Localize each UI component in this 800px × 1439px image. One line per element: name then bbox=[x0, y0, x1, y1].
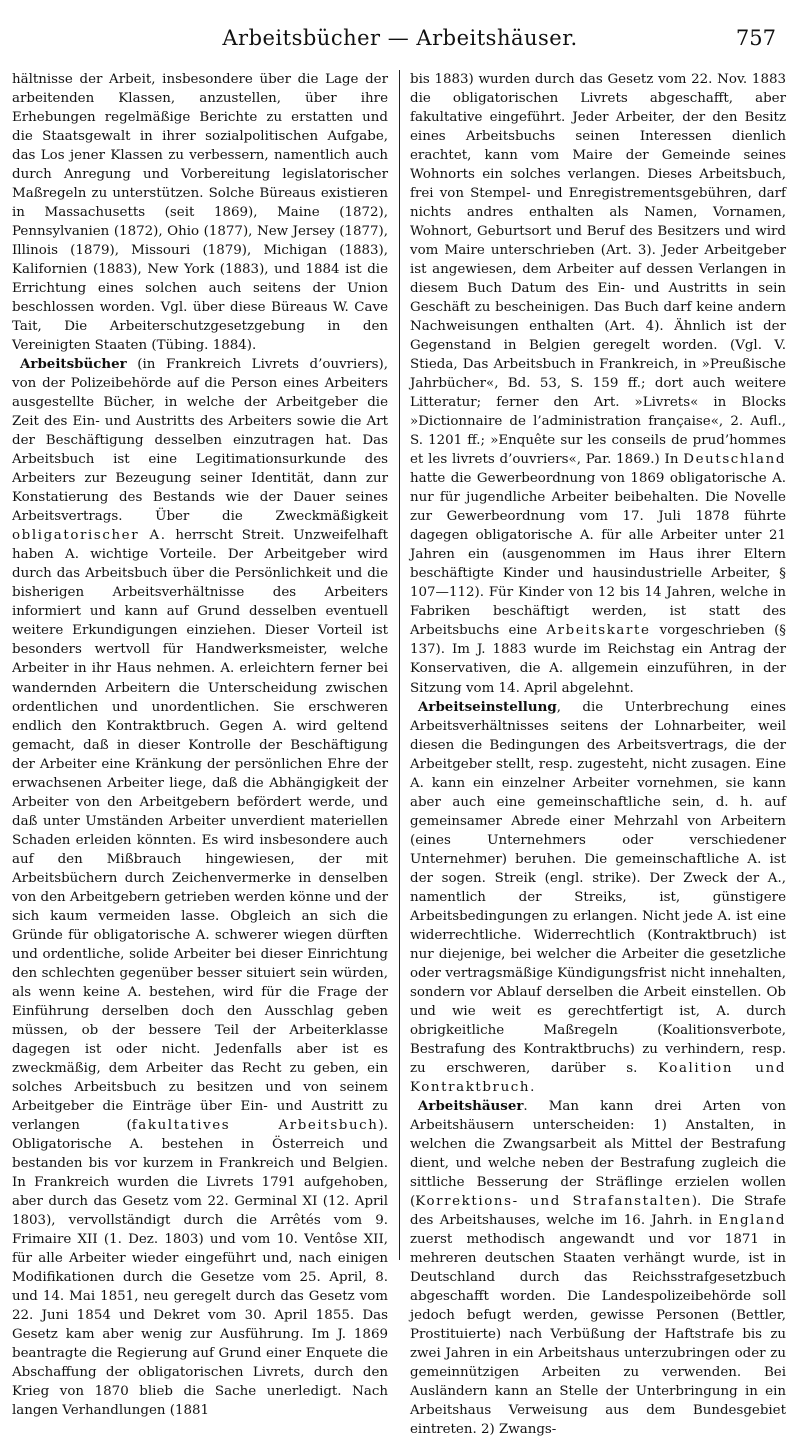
page-number: 757 bbox=[735, 26, 776, 50]
entry-term-arbeitshaeuser: Arbeitshäuser bbox=[418, 1097, 524, 1114]
entry-arbeitshaeuser: Arbeitshäuser. Man kann drei Arten von Arbeitshäusern unterscheiden: 1) Anstalten, in welchen die Zwangsarbeit als Mittel der Bestrafung dient, und welche neben der Bestrafung zugleich die sittliche Besserung der Sträflinge erzielen wollen (Korrektions- und Strafanstalten). Die Strafe des Arbeitshauses, welche im 16. Jahrh. in England zuerst methodisch angewandt und vor 1871 in mehreren deutschen Staaten verhängt wurde, ist in Deutschland durch das Reichsstrafgesetzbuch abgeschafft worden. Die Landespolizeibehörde soll jedoch befugt werden, gewisse Personen (Bettler, Prostituierte) nach Verbüßung der Haftstrafe bis zu zwei Jahren in ein Arbeitshaus unterzubringen oder zu gemeinnützigen Arbeiten zu verwenden. Bei Ausländern kann an Stelle der Unterbringung in ein Arbeitshaus Verweisung aus dem Bundesgebiet eintreten. 2) Zwangs- bbox=[410, 1097, 786, 1438]
cross-reference: Koalition und Kontraktbruch bbox=[410, 1060, 786, 1095]
column-divider bbox=[399, 70, 400, 1260]
spaced-emphasis: England bbox=[718, 1212, 786, 1228]
running-title: Arbeitsbücher — Arbeitshäuser. bbox=[222, 26, 578, 50]
right-column bbox=[410, 70, 786, 1438]
spaced-emphasis: fakultatives Arbeitsbuch bbox=[131, 1117, 379, 1133]
entry-arbeitseinstellung: Arbeitseinstellung, die Unterbrechung eines Arbeitsverhältnisses seitens der Lohnarbeiter, weil diesen die Bedingungen des Arbeitsvertrags, die der Arbeitgeber stellt, resp. zugesteht, nicht zusagen. Eine A. kann ein einzelner Arbeiter vornehmen, sie kann aber auch eine gemeinschaftliche sein, d. h. auf gemeinsamer Abrede einer Mehrzahl von Arbeitern (eines Unternehmers oder verschiedener Unternehmer) beruhen. Die gemeinschaftliche A. ist der sogen. Streik (engl. strike). Der Zweck der A., namentlich der Streiks, ist, günstigere Arbeitsbedingungen zu erlangen. Nicht jede A. ist eine widerrechtliche. Widerrechtlich (Kontraktbruch) ist nur diejenige, bei welcher die Arbeiter die gesetzliche oder vertragsmäßige Kündigungsfrist nicht innehalten, sondern vor Ablauf derselben die Arbeit einstellen. Ob und wie weit es gerechtfertigt ist, A. durch obrigkeitliche Maßregeln (Koalitionsverbote, Bestrafung des Kontraktbruchs) zu verhindern, resp. zu erschweren, darüber s. Koalition und Kontraktbruch. bbox=[410, 698, 786, 1095]
left-column bbox=[12, 70, 389, 1419]
page-header bbox=[0, 26, 800, 60]
text-columns bbox=[0, 70, 800, 1438]
spaced-emphasis: obligatorischer A. bbox=[12, 528, 167, 544]
paragraph-statistics-bureaus: hältnisse der Arbeit, insbesondere über die Lage der arbeitenden Klassen, anzustellen, über ihre Erhebungen regelmäßige Berichte zu erstatten und die Staatsgewalt in ihrer sozialpolitischen Aufgabe, das Los jener Klassen zu verbessern, namentlich auch durch Anregung und Vorbereitung legislatorischer Maßregeln zu unterstützen. Solche Büreaus existieren in Massachusetts (seit 1869), Maine (1872), Pennsylvanien (1872), Ohio (1877), New Jersey (1877), Illinois (1879), Missouri (1879), Michigan (1883), Kalifornien (1883), New York (1883), und 1884 ist die Errichtung eines solchen auch seitens der Union beschlossen worden. Vgl. über diese Büreaus W. Cave Tait, Die Arbeiterschutzgesetzgebung in den Vereinigten Staaten (Tübing. 1884). bbox=[12, 72, 388, 354]
spaced-emphasis: Korrektions- und Strafanstalten bbox=[415, 1193, 692, 1209]
entry-term-arbeitsbuecher: Arbeitsbücher bbox=[20, 356, 127, 373]
entry-arbeitsbuecher-continued: bis 1883) wurden durch das Gesetz vom 22. Nov. 1883 die obligatorischen Livrets abgeschafft, aber fakultative eingeführt. Jeder Arbeiter, der den Besitz eines Arbeitsbuchs seinen Interessen dienlich erachtet, kann vom Maire der Gemeinde seines Wohnorts ein solches verlangen. Dieses Arbeitsbuch, frei von Stempel- und Enregistrementsgebühren, darf nichts andres enthalten als Namen, Vornamen, Wohnort, Geburtsort und Beruf des Besitzers und wird vom Maire unterschrieben (Art. 3). Jeder Arbeitgeber ist angewiesen, dem Arbeiter auf dessen Verlangen in diesem Buch Datum des Ein- und Austritts in sein Geschäft zu bescheinigen. Das Buch darf keine andern Nachweisungen enthalten (Art. 4). Ähnlich ist der Gegenstand in Belgien geregelt worden. (Vgl. V. Stieda, Das Arbeitsbuch in Frankreich, in »Preußische Jahrbücher«, Bd. 53, S. 159 ff.; dort auch weitere Litteratur; ferner den Art. »Livrets« in Blocks »Dictionnaire de l’administration française«, 2. Aufl., S. 1201 ff.; »Enquête sur les conseils de prud’hommes et les livrets d’ouvriers«, Par. 1869.) In Deutschland hatte die Gewerbeordnung von 1869 obligatorische A. nur für jugendliche Arbeiter beibehalten. Die Novelle zur Gewerbeordnung vom 17. Juli 1878 führte dagegen obligatorische A. für alle Arbeiter unter 21 Jahren ein (ausgenommen im Haus ihrer Eltern beschäftigte Kinder und hausindustrielle Arbeiter, § 107—112). Für Kinder von 12 bis 14 Jahren, welche in Fabriken beschäftigt werden, ist statt des Arbeitsbuchs eine Arbeitskarte vorgeschrieben (§ 137). Im J. 1883 wurde im Reichstag ein Antrag der Konservativen, die A. allgemein einzuführen, in der Sitzung vom 14. April abgelehnt. bbox=[410, 72, 786, 696]
spaced-emphasis: Deutschland bbox=[683, 452, 786, 468]
spaced-emphasis: Arbeitskarte bbox=[546, 623, 651, 639]
entry-arbeitsbuecher: Arbeitsbücher (in Frankreich Livrets d’ouvriers), von der Polizeibehörde auf die Person eines Arbeiters ausgestellte Bücher, in welche der Arbeitgeber die Zeit des Ein- und Austritts des Arbeiters sowie die Art der Beschäftigung desselben einzutragen hat. Das Arbeitsbuch ist eine Legitimationsurkunde des Arbeiters zur Bezeugung seiner Identität, dann zur Konstatierung des Bestands wie der Dauer seines Arbeitsvertrags. Über die Zweckmäßigkeit obligatorischer A. herrscht Streit. Unzweifelhaft haben A. wichtige Vorteile. Der Arbeitgeber wird durch das Arbeitsbuch über die Persönlichkeit und die bisherigen Arbeitsverhältnisse des Arbeiters informiert und kann auf Grund desselben eventuell weitere Erkundigungen einziehen. Dieser Vorteil ist besonders wertvoll für Handwerksmeister, welche Arbeiter in ihr Haus nehmen. A. erleichtern ferner bei wandernden Arbeitern die Unterscheidung zwischen ordentlichen und unordentlichen. Sie erschweren endlich den Kontraktbruch. Gegen A. wird geltend gemacht, daß in dieser Kontrolle der Beschäftigung der Arbeiter eine Kränkung der persönlichen Ehre der erwachsenen Arbeiter liege, daß die Abhängigkeit der Arbeiter von den Arbeitgebern befördert werde, und daß unter Umständen Arbeiter unverdient materiellen Schaden erleiden könnten. Es wird insbesondere auch auf den Mißbrauch hingewiesen, der mit Arbeitsbüchern durch Zeichenvermerke in denselben von den Arbeitgebern getrieben werden könne und der sich kaum vermeiden lasse. Obgleich an sich die Gründe für obligatorische A. schwerer wiegen dürften und ordentliche, solide Arbeiter bei dieser Einrichtung den schlechten gegenüber besser situiert sein würden, als wenn keine A. bestehen, wird für die Frage der Einführung derselben doch den Ausschlag geben müssen, ob der bessere Teil der Arbeiterklasse dagegen ist oder nicht. Jedenfalls aber ist es zweckmäßig, dem Arbeiter das Recht zu geben, ein solches Arbeitsbuch zu besitzen und von seinem Arbeitgeber die Einträge über Ein- und Austritt zu verlangen (fakultatives Arbeitsbuch). Obligatorische A. bestehen in Österreich und bestanden bis vor kurzem in Frankreich und Belgien. In Frankreich wurden die Livrets 1791 aufgehoben, aber durch das Gesetz vom 22. Germinal XI (12. April 1803), vervollständigt durch die Arrêtés vom 9. Frimaire XII (1. Dez. 1803) und vom 10. Ventôse XII, für alle Arbeiter wieder eingeführt und, nach einigen Modifikationen durch die Gesetze vom 25. April, 8. und 14. Mai 1851, neu geregelt durch das Gesetz vom 22. Juni 1854 und Dekret vom 30. April 1855. Das Gesetz kam aber wenig zur Ausführung. Im J. 1869 beantragte die Regierung auf Grund einer Enquete die Abschaffung der obligatorischen Livrets, durch den Krieg von 1870 blieb die Sache unerledigt. Nach langen Verhandlungen (1881 bbox=[12, 356, 389, 1419]
entry-term-arbeitseinstellung: Arbeitseinstellung bbox=[418, 698, 557, 715]
